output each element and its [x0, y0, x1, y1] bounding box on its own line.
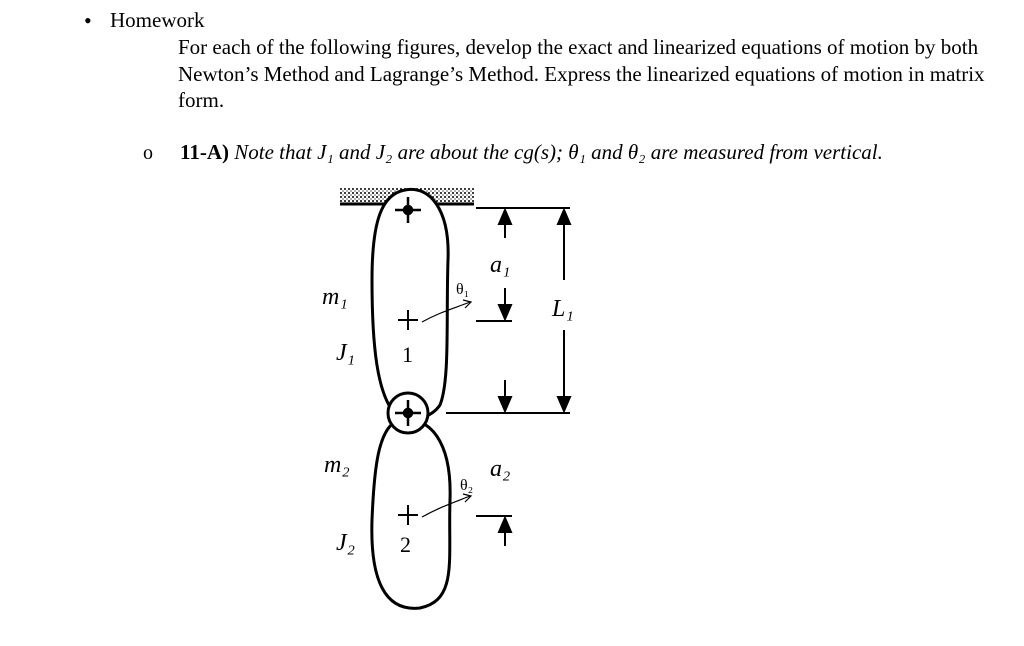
double-pendulum-figure — [300, 180, 620, 620]
a1-dimension — [499, 210, 511, 411]
cg1-label: 1 — [402, 342, 413, 367]
m1-label: m₁ — [322, 284, 348, 310]
m2-label: m₂ — [324, 452, 350, 478]
problem-number: 11-A) — [180, 140, 229, 164]
J2-label: J₂ — [336, 530, 355, 556]
upper-link — [372, 189, 448, 419]
a2-dimension — [499, 518, 511, 546]
lower-link — [372, 419, 450, 608]
L1-label: L₁ — [552, 296, 574, 322]
a1-label: a₁ — [490, 252, 511, 278]
problem-note: Note that J₁ and J₂ are about the cg(s); θ₁ and θ₂ are measured from vertical. — [234, 140, 883, 164]
sub-bullet: o — [143, 142, 153, 164]
homework-heading: Homework — [110, 8, 205, 32]
instructions-paragraph: For each of the following figures, develop the exact and linearized equations of motion by both Newton’s Method and Lagrange’s Method. Express the linearized equations of motion in matrix form. — [178, 35, 985, 112]
theta2-label: θ₂ — [460, 477, 474, 494]
a2-label: a₂ — [490, 456, 511, 482]
J1-label: J₁ — [336, 340, 355, 366]
cg2-label: 2 — [400, 532, 411, 557]
list-bullet: • — [84, 8, 92, 33]
theta1-label: θ₁ — [456, 281, 470, 298]
problem-line — [180, 140, 883, 164]
